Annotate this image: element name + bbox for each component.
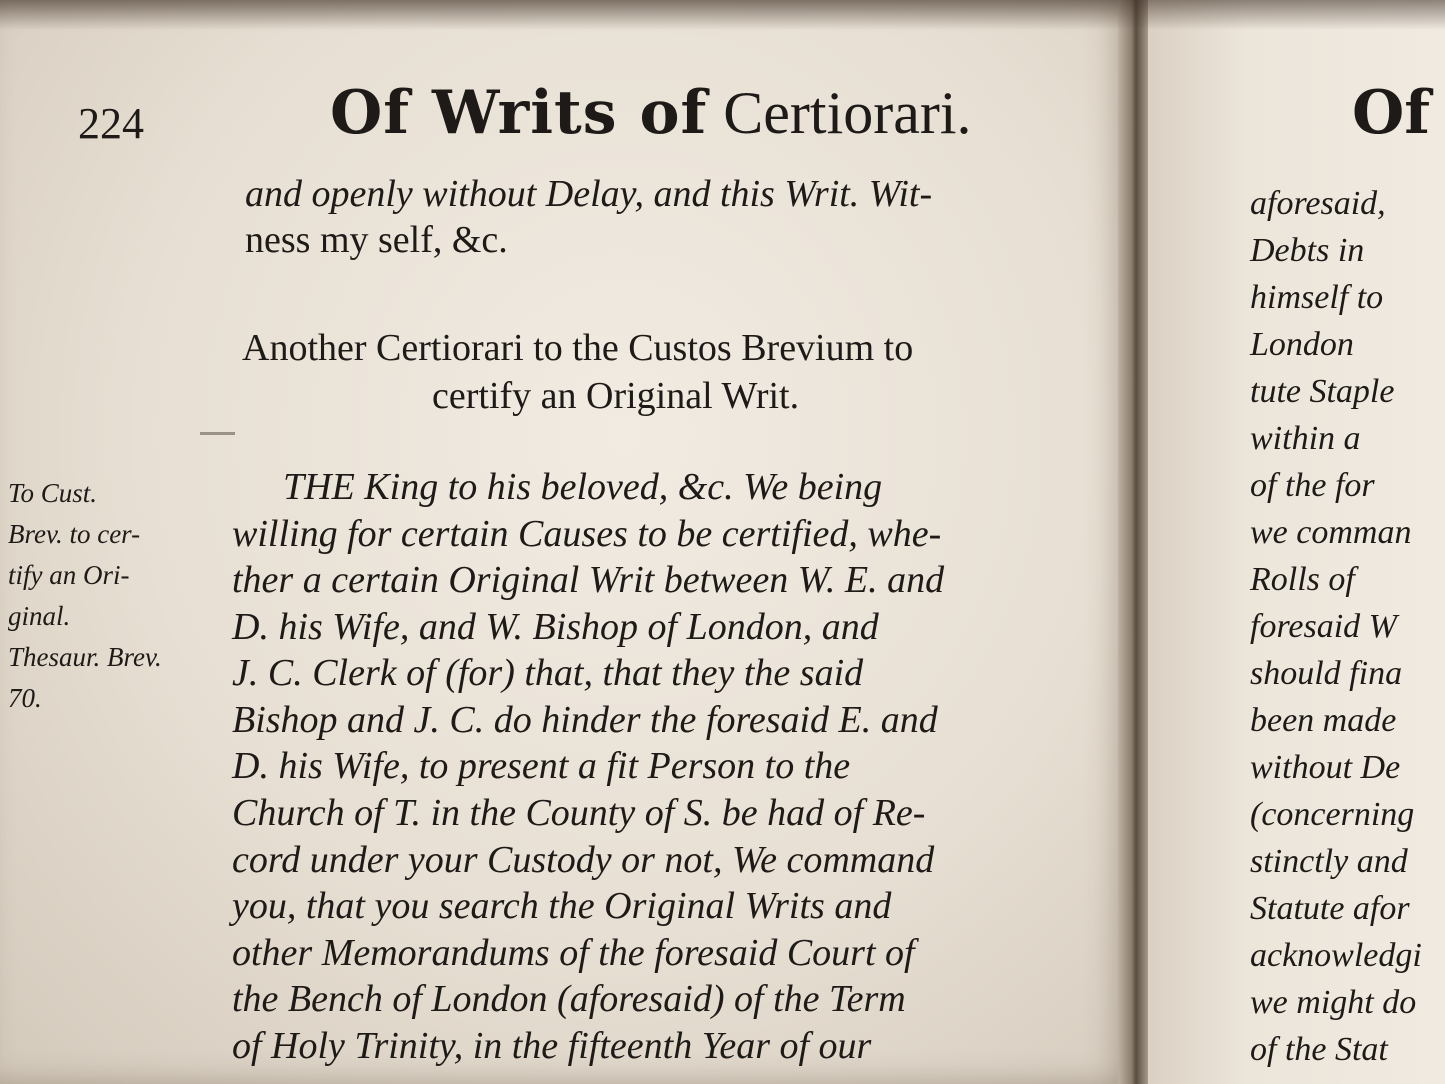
right-line: foresaid W (1250, 608, 1398, 645)
opening-line-1: and openly without Delay, and this Writ. Wit- (245, 173, 933, 215)
margin-note-line: ginal. (8, 601, 71, 631)
top-shadow (0, 0, 1445, 30)
opening-line-2: ness my self, &c. (245, 219, 508, 261)
body-line: willing for certain Causes to be certified, whe- (232, 513, 942, 555)
running-title (330, 78, 972, 148)
body-line: ther a certain Original Writ between W. E. and (232, 559, 945, 601)
right-line: within a (1250, 420, 1361, 457)
running-title-roman: Certiorari. (723, 80, 972, 146)
running-title-blackletter: Of Writs of (330, 78, 708, 148)
section-heading-line-2: certify an Original Writ. (432, 375, 800, 417)
right-line: tute Staple (1250, 373, 1395, 410)
right-line: Debts in (1250, 232, 1365, 269)
right-running-title: Of (1352, 78, 1431, 148)
margin-note-line: Thesaur. Brev. (8, 642, 162, 672)
body-line: Church of T. in the County of S. be had of Re- (232, 792, 926, 834)
right-line: London (1250, 326, 1354, 363)
right-line: been made (1250, 702, 1397, 739)
body-line: cord under your Custody or not, We command (232, 839, 935, 881)
right-page-text (1250, 180, 1422, 1073)
right-line: without De (1250, 749, 1401, 786)
right-line: stinctly and (1250, 843, 1408, 880)
body-line: Bishop and J. C. do hinder the foresaid E. and (232, 699, 938, 741)
right-line: of the Stat (1250, 1031, 1388, 1068)
margin-note-line: To Cust. (8, 478, 98, 508)
body-line: you, that you search the Original Writs and (232, 885, 892, 927)
right-line: we might do (1250, 984, 1417, 1021)
margin-note-line: tify an Ori- (8, 560, 130, 590)
right-line: Rolls of (1250, 561, 1355, 598)
right-line: should fina (1250, 655, 1403, 692)
margin-dash (200, 432, 235, 435)
body-line: D. his Wife, to present a fit Person to the (232, 745, 851, 787)
body-line: other Memorandums of the foresaid Court of (232, 932, 915, 974)
right-line: (concerning (1250, 796, 1415, 833)
right-line: Statute afor (1250, 890, 1410, 927)
right-line: we comman (1250, 514, 1412, 551)
book-gutter (1118, 0, 1148, 1084)
body-line: J. C. Clerk of (for) that, that they the said (232, 652, 864, 694)
section-heading-line-1: Another Certiorari to the Custos Brevium to (242, 327, 914, 369)
page-number: 224 (78, 99, 144, 148)
margin-note (8, 473, 162, 719)
right-line: of the for (1250, 467, 1375, 504)
body-line: D. his Wife, and W. Bishop of London, and (232, 606, 879, 648)
body-line: of Holy Trinity, in the fifteenth Year of our (232, 1025, 872, 1067)
margin-note-line: 70. (8, 683, 42, 713)
body-line: the Bench of London (aforesaid) of the Term (232, 978, 906, 1020)
right-line: aforesaid, (1250, 185, 1386, 222)
margin-note-line: Brev. to cer- (8, 519, 141, 549)
body-line: THE King to his beloved, &c. We being (283, 466, 883, 508)
right-line: acknowledgi (1250, 937, 1422, 974)
right-line: himself to (1250, 279, 1384, 316)
